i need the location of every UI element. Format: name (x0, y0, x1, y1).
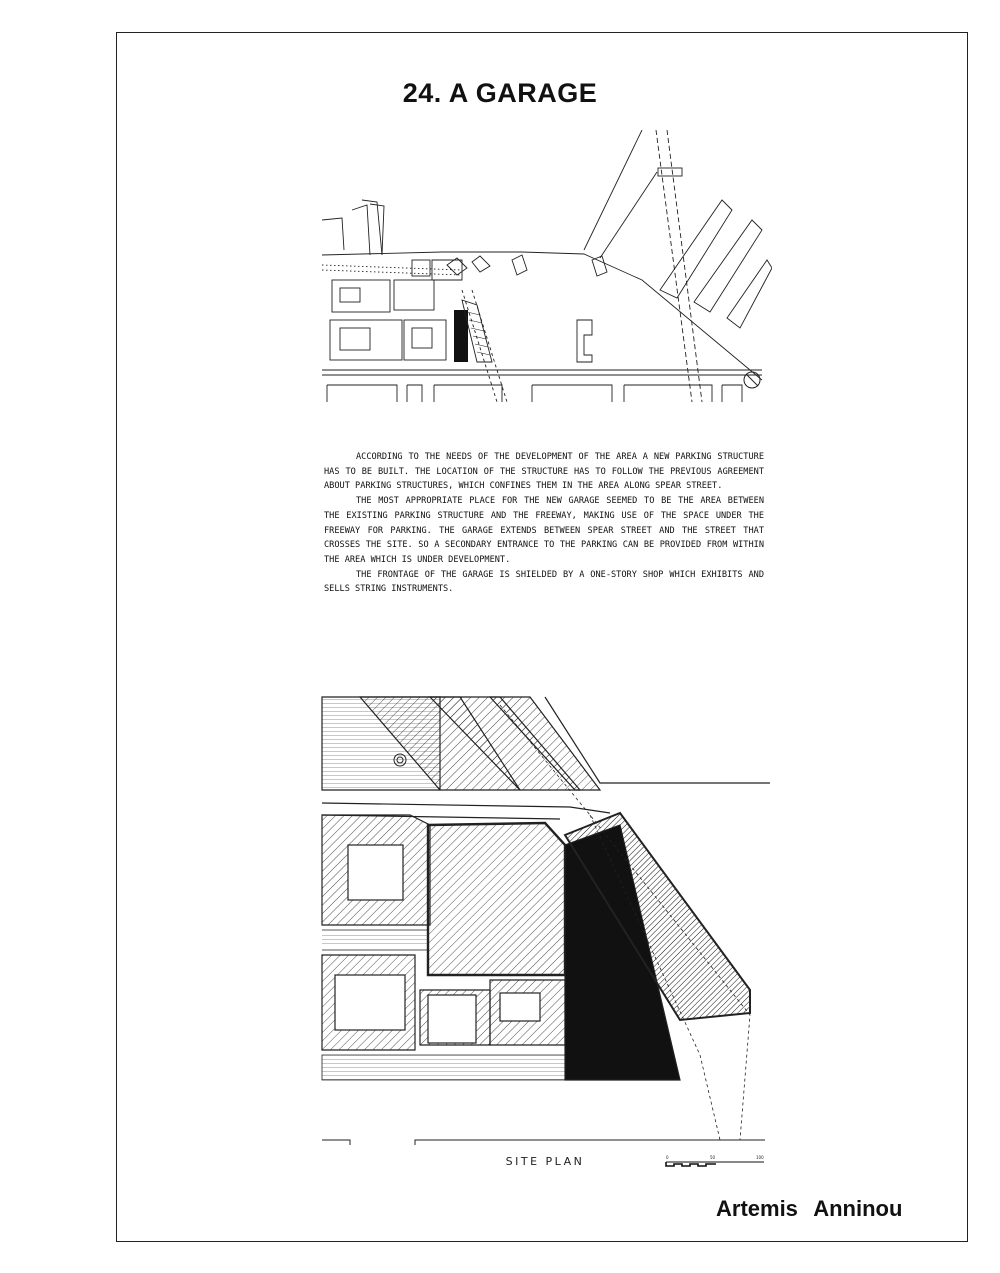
scale-label-100: 100 (756, 1155, 764, 1160)
location-map (322, 130, 772, 402)
scale-label-50: 50 (710, 1155, 716, 1160)
site-plan-drawing (320, 695, 770, 1150)
description-text (324, 450, 764, 597)
scale-bar (664, 1154, 774, 1170)
site-plan-caption: SITE PLAN (505, 1155, 585, 1168)
page-title: 24. A GARAGE (402, 78, 598, 108)
scale-label-0: 0 (666, 1155, 669, 1160)
paragraph-3: THE FRONTAGE OF THE GARAGE IS SHIELDED BY A ONE-STORY SHOP WHICH EXHIBITS AND SELLS STRING INSTRUMENTS. (324, 569, 764, 595)
north-arrow-icon (744, 372, 760, 388)
paragraph-1: ACCORDING TO THE NEEDS OF THE DEVELOPMENT OF THE AREA A NEW PARKING STRUCTURE HAS TO BE BUILT. THE LOCATION OF THE STRUCTURE HAS TO FOLLOW THE PREVIOUS AGREEMENT ABOUT PARKING STRUCTURES, WHICH CONFINES THEM IN THE AREA ALONG SPEAR STREET. (324, 452, 764, 492)
paragraph-2: THE MOST APPROPRIATE PLACE FOR THE NEW GARAGE SEEMED TO BE THE AREA BETWEEN THE EXISTING PARKING STRUCTURE AND THE FREEWAY, MAKING USE OF THE SPACE UNDER THE FREEWAY FOR PARKING. THE GARAGE EXTENDS BETWEEN SPEAR STREET AND THE STREET THAT CROSSES THE SITE. SO A SECONDARY ENTRANCE TO THE PARKING CAN BE PROVIDED FROM WITHIN THE AREA WHICH IS UNDER DEVELOPMENT. (324, 496, 764, 565)
author-name: Artemis Anninou (716, 1196, 903, 1221)
